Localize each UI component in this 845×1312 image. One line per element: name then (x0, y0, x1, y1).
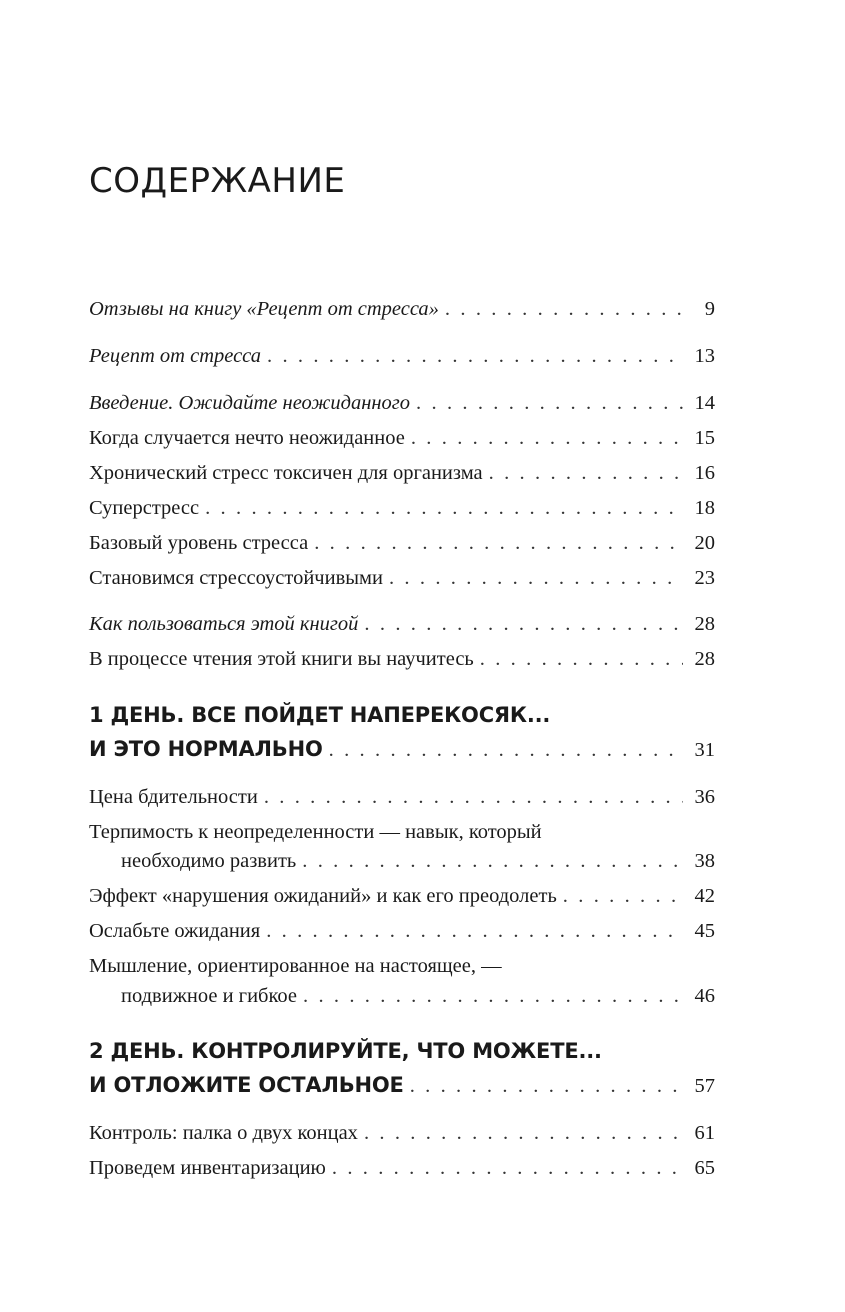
leader-dots (314, 528, 683, 558)
toc-entry-vigilance[interactable] (89, 782, 715, 812)
toc-entry-page: 28 (694, 648, 715, 670)
leader-dots (303, 981, 683, 1011)
toc-entry-page: 15 (694, 427, 715, 449)
leader-dots (410, 1071, 683, 1101)
toc-entry-superstress[interactable] (89, 493, 715, 523)
leader-dots (411, 423, 683, 453)
toc-entry-resilience[interactable] (89, 563, 715, 593)
toc-entry-page: 61 (694, 1122, 715, 1144)
toc-entry-unexpected[interactable] (89, 423, 715, 453)
toc-entry-title: Становимся стрессоустойчивыми (89, 567, 383, 589)
leader-dots (364, 1118, 683, 1148)
toc-entry-page: 9 (704, 298, 715, 320)
toc-entry-page: 38 (694, 850, 715, 872)
toc-entry-title: Ослабьте ожидания (89, 920, 261, 942)
toc-entry-introduction[interactable] (89, 388, 715, 418)
toc-entry-page: 20 (694, 532, 715, 554)
toc-entry-page: 14 (694, 392, 715, 414)
toc-entry-recipe[interactable] (89, 341, 715, 371)
toc-entry-title: Базовый уровень стресса (89, 532, 309, 554)
toc-entry-page: 18 (694, 497, 715, 519)
leader-dots (480, 644, 683, 674)
toc-entry-inventory[interactable] (89, 1153, 715, 1183)
leader-dots (329, 735, 683, 765)
toc-entry-title: И ОТЛОЖИТЕ ОСТАЛЬНОЕ (89, 1073, 404, 1097)
toc-entry-title: Хронический стресс токсичен для организма (89, 462, 483, 484)
toc-entry-title: Цена бдительности (89, 786, 258, 808)
toc-entry-title: Контроль: палка о двух концах (89, 1122, 358, 1144)
toc-entry-present-thinking[interactable] (89, 981, 715, 1011)
toc-entry-title: Рецепт от стресса (89, 345, 261, 367)
toc-entry-page: 65 (694, 1157, 715, 1179)
leader-dots (264, 782, 683, 812)
leader-dots (445, 294, 683, 324)
leader-dots (302, 846, 683, 876)
toc-entry-present-thinking-line1[interactable]: Мышление, ориентированное на настоящее, — (89, 955, 502, 977)
toc-entry-chapter-1[interactable] (89, 734, 715, 764)
toc-entry-title: Эффект «нарушения ожиданий» и как его преодолеть (89, 885, 557, 907)
leader-dots (266, 916, 683, 946)
chapter-1-heading[interactable]: 1 ДЕНЬ. ВСЕ ПОЙДЕТ НАПЕРЕКОСЯК... (89, 703, 551, 727)
toc-entry-page: 57 (694, 1075, 715, 1097)
toc-entry-baseline-stress[interactable] (89, 528, 715, 558)
toc-entry-page: 45 (694, 920, 715, 942)
toc-entry-page: 28 (694, 613, 715, 635)
page-title: СОДЕРЖАНИЕ (89, 161, 346, 201)
toc-entry-page: 36 (694, 786, 715, 808)
toc-entry-title: Проведем инвентаризацию (89, 1157, 326, 1179)
toc-entry-title: Введение. Ожидайте неожиданного (89, 392, 411, 414)
leader-dots (489, 458, 683, 488)
toc-entry-title: В процессе чтения этой книги вы научитесь (89, 648, 474, 670)
toc-entry-chapter-2[interactable] (89, 1070, 715, 1100)
toc-entry-page: 42 (694, 885, 715, 907)
toc-entry-control[interactable] (89, 1118, 715, 1148)
toc-entry-reviews[interactable] (89, 294, 715, 324)
toc-entry-page: 23 (694, 567, 715, 589)
toc-entry-expectation-violation[interactable] (89, 881, 715, 911)
toc-entry-page: 16 (694, 462, 715, 484)
toc-entry-title: подвижное и гибкое (121, 985, 297, 1007)
leader-dots (364, 609, 683, 639)
toc-entry-title: Как пользоваться этой книгой (89, 613, 359, 635)
toc-entry-lower-expectations[interactable] (89, 916, 715, 946)
toc-entry-title: Суперстресс (89, 497, 200, 519)
chapter-2-heading[interactable]: 2 ДЕНЬ. КОНТРОЛИРУЙТЕ, ЧТО МОЖЕТЕ... (89, 1039, 602, 1063)
leader-dots (267, 341, 683, 371)
leader-dots (416, 388, 683, 418)
toc-entry-page: 31 (694, 739, 715, 761)
leader-dots (563, 881, 683, 911)
toc-entry-page: 46 (694, 985, 715, 1007)
toc-entry-title: Отзывы на книгу «Рецепт от стресса» (89, 298, 439, 320)
leader-dots (205, 493, 683, 523)
toc-entry-how-to-use[interactable] (89, 609, 715, 639)
toc-entry-uncertainty-line1[interactable]: Терпимость к неопределенности — навык, который (89, 821, 542, 843)
toc-entry-uncertainty[interactable] (89, 846, 715, 876)
toc-entry-chronic-stress[interactable] (89, 458, 715, 488)
leader-dots (332, 1153, 683, 1183)
toc-entry-page: 13 (694, 345, 715, 367)
table-of-contents-page (89, 0, 715, 1312)
toc-entry-title: Когда случается нечто неожиданное (89, 427, 405, 449)
toc-entry-title: необходимо развить (121, 850, 297, 872)
leader-dots (389, 563, 683, 593)
toc-entry-title: И ЭТО НОРМАЛЬНО (89, 737, 323, 761)
toc-entry-you-will-learn[interactable] (89, 644, 715, 674)
